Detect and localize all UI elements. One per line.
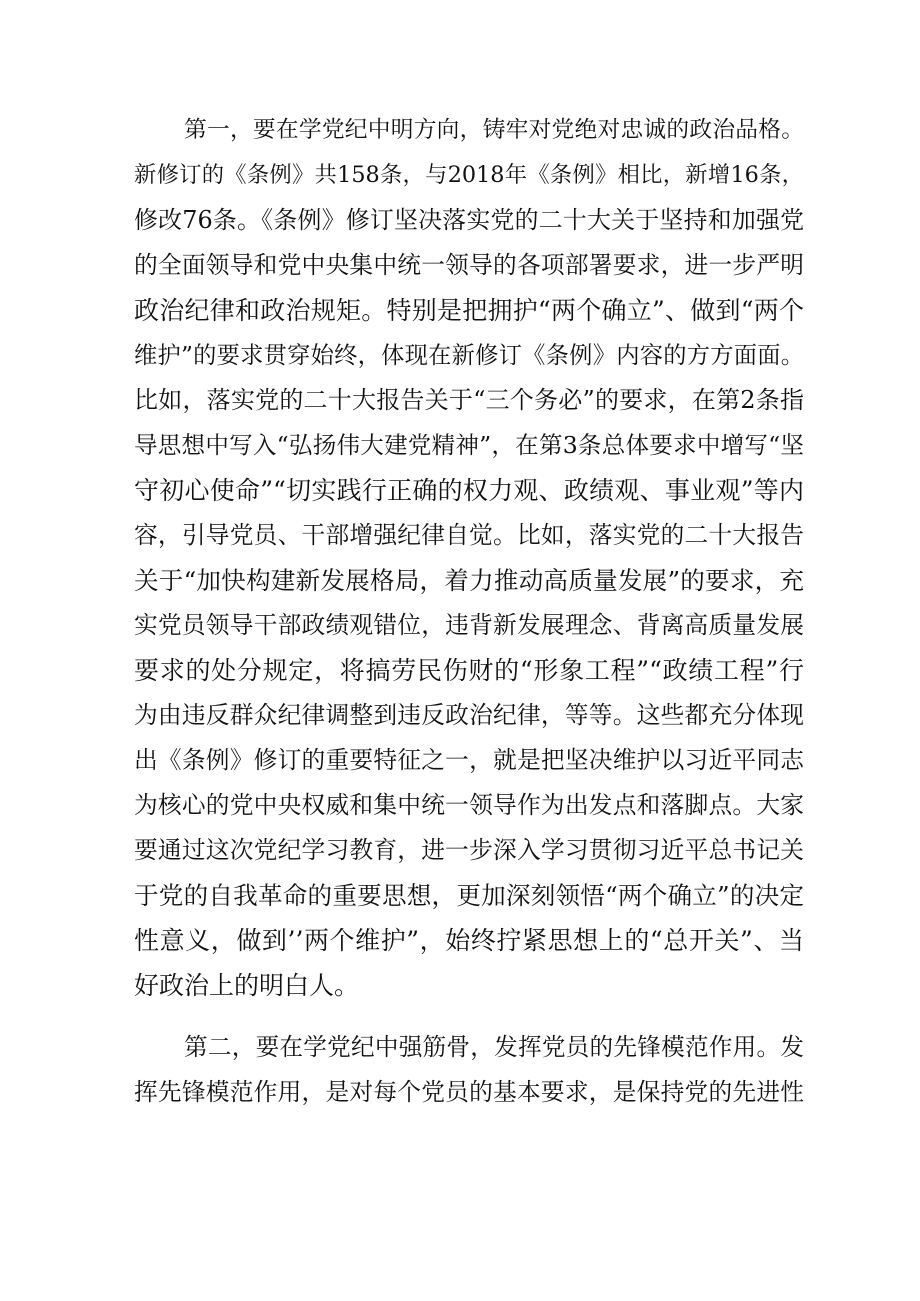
text-line: 实党员领导干部政绩观错位，违背新发展理念、背离高质量发展 <box>134 611 804 639</box>
text-line: 关于“加快构建新发展格局，着力推动高质量发展”的要求，充 <box>134 566 804 595</box>
text-line: 挥先锋模范作用，是对每个党员的基本要求，是保持党的先进性 <box>134 1078 804 1106</box>
text-line: 性意义，做到’’两个维护”，始终拧紧思想上的“总开关”、当 <box>134 926 804 955</box>
text-line: 新修订的《条例》共158条，与2018年《条例》相比，新增16条， <box>134 162 804 188</box>
text-line: 比如，落实党的二十大报告关于“三个务必”的要求，在第2条指 <box>134 386 804 414</box>
text-line: 政治纪律和政治规矩。特别是把拥护“两个确立”、做到“两个 <box>134 296 804 325</box>
text-line: 维护”的要求贯穿始终，体现在新修订《条例》内容的方方面面。 <box>134 342 804 369</box>
text-line: 守初心使命”“切实践行正确的权力观、政绩观、事业观”等内 <box>134 476 804 505</box>
text-line: 出《条例》修订的重要特征之一，就是把坚决维护以习近平同志 <box>134 746 804 774</box>
text-line: 导思想中写入“弘扬伟大建党精神”，在第3条总体要求中增写“坚 <box>134 431 804 459</box>
text-line: 第一，要在学党纪中明方向，铸牢对党绝对忠诚的政治品格。 <box>184 117 804 143</box>
text-line: 要求的处分规定，将搞劳民伤财的“形象工程”“政绩工程”行 <box>134 656 804 685</box>
body-text <box>134 108 804 1115</box>
paragraph-gap <box>134 1008 804 1025</box>
text-line: 容，引导党员、干部增强纪律自觉。比如，落实党的二十大报告 <box>134 521 804 549</box>
text-line: 的全面领导和党中央集中统一领导的各项部署要求，进一步严明 <box>134 251 804 279</box>
text-line: 好政治上的明白人。 <box>134 971 360 1000</box>
paragraph-1 <box>134 108 804 1008</box>
text-line: 第二，要在学党纪中强筋骨，发挥党员的先锋模范作用。发 <box>184 1033 804 1061</box>
text-line: 为由违反群众纪律调整到违反政治纪律，等等。这些都充分体现 <box>134 701 804 729</box>
paragraph-2 <box>134 1025 804 1115</box>
text-line: 修改76条。《条例》修订坚决落实党的二十大关于坚持和加强党 <box>134 206 804 234</box>
text-line: 为核心的党中央权威和集中统一领导作为出发点和落脚点。大家 <box>134 791 804 819</box>
text-line: 要通过这次党纪学习教育，进一步深入学习贯彻习近平总书记关 <box>134 836 804 864</box>
text-line: 于党的自我革命的重要思想，更加深刻领悟“两个确立”的决定 <box>134 881 804 910</box>
